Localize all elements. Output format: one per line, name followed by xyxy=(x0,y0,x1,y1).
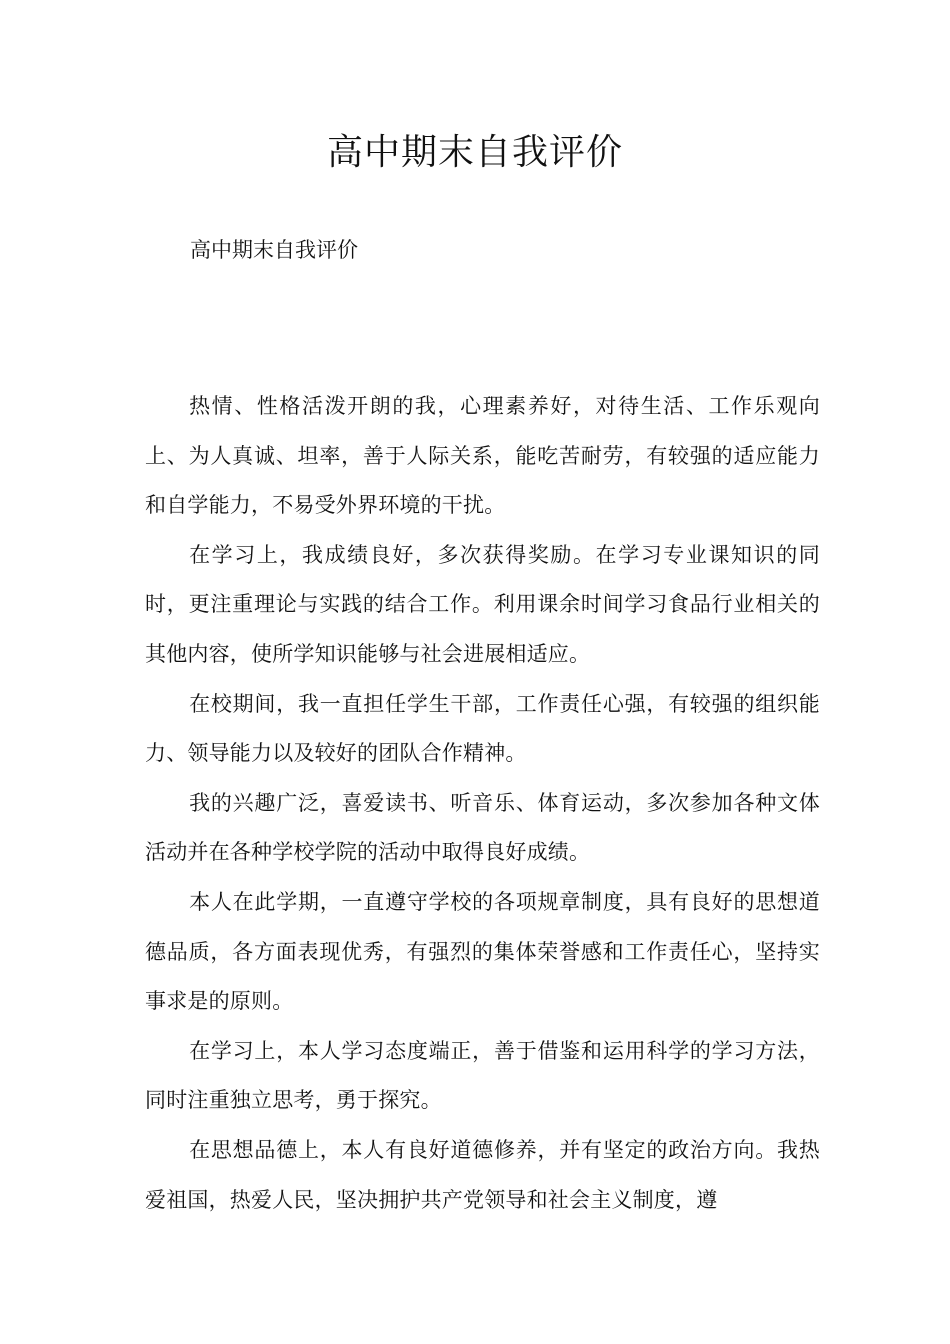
paragraph-study-achievement: 在学习上，我成绩良好，多次获得奖励。在学习专业课知识的同时，更注重理论与实践的结合工作。利用课余时间学习食品行业相关的其他内容，使所学知识能够与社会进展相适应。 xyxy=(145,542,820,666)
paragraph-personality: 热情、性格活泼开朗的我，心理素养好，对待生活、工作乐观向上、为人真诚、坦率，善于人际关系，能吃苦耐劳，有较强的适应能力和自学能力，不易受外界环境的干扰。 xyxy=(145,394,820,518)
paragraph-interests: 我的兴趣广泛，喜爱读书、听音乐、体育运动，多次参加各种文体活动并在各种学校学院的活动中取得良好成绩。 xyxy=(145,790,820,865)
paragraph-moral-character: 在思想品德上，本人有良好道德修养，并有坚定的政治方向。我热爱祖国，热爱人民，坚决拥护共产党领导和社会主义制度，遵 xyxy=(145,1137,820,1212)
document-body xyxy=(145,382,820,1225)
document-title: 高中期末自我评价 xyxy=(326,132,623,173)
paragraph-discipline: 本人在此学期，一直遵守学校的各项规章制度，具有良好的思想道德品质，各方面表现优秀，有强烈的集体荣誉感和工作责任心，坚持实事求是的原则。 xyxy=(145,889,820,1014)
document-subtitle: 高中期末自我评价 xyxy=(190,238,358,262)
paragraph-study-attitude: 在学习上，本人学习态度端正，善于借鉴和运用科学的学习方法，同时注重独立思考，勇于探究。 xyxy=(145,1038,820,1113)
paragraph-student-leader: 在校期间，我一直担任学生干部，工作责任心强，有较强的组织能力、领导能力以及较好的团队合作精神。 xyxy=(145,691,820,766)
